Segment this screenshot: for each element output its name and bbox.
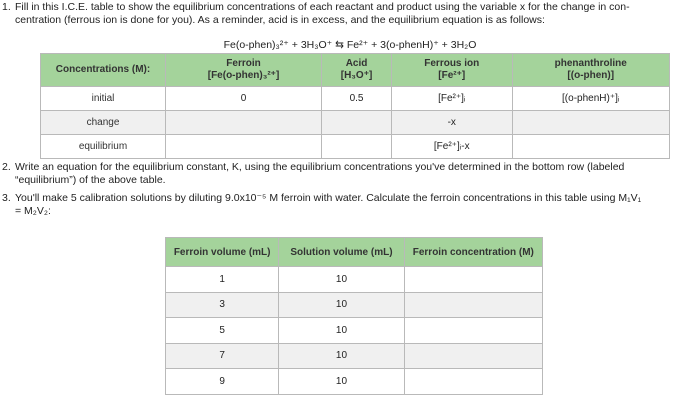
calibration-answer-cell[interactable] <box>404 343 542 369</box>
ice-cell[interactable]: -x <box>392 111 512 135</box>
calibration-header-ferroin-volume: Ferroin volume (mL) <box>166 238 279 267</box>
ice-row-change <box>41 111 670 135</box>
header-line: [(o-phen)] <box>567 70 615 81</box>
calibration-cell: 10 <box>279 369 404 395</box>
ice-cell[interactable] <box>512 111 670 135</box>
calibration-cell: 7 <box>166 343 279 369</box>
header-line: Acid <box>345 58 368 69</box>
ice-row-equilibrium <box>41 135 670 159</box>
question-3-number: 3. <box>2 192 11 204</box>
question-1-line-2: centration (ferrous ion is done for you). As a reminder, acid is in excess, and the equilibrium equation is as follows: <box>15 14 545 26</box>
ice-row-initial <box>41 87 670 111</box>
ice-cell[interactable] <box>166 111 322 135</box>
calibration-header-row <box>166 238 543 267</box>
ice-cell[interactable]: [(o-phenH)⁺]ᵢ <box>512 87 670 111</box>
calibration-row <box>166 369 543 395</box>
equilibrium-equation: Fe(o-phen)₃²⁺ + 3H₃O⁺ ⇆ Fe²⁺ + 3(o-phenH)⁺ + 3H₂O <box>223 39 477 51</box>
calibration-row <box>166 267 543 293</box>
ice-cell[interactable]: 0 <box>166 87 322 111</box>
question-1-number: 1. <box>2 1 11 13</box>
question-3 <box>2 192 696 218</box>
header-line: [Fe²⁺] <box>438 70 466 81</box>
ice-cell[interactable]: [Fe²⁺]ᵢ-x <box>392 135 512 159</box>
question-2-number: 2. <box>2 161 11 173</box>
header-line: Ferrous ion <box>424 58 480 69</box>
header-line: Ferroin <box>226 58 261 69</box>
calibration-answer-cell[interactable] <box>404 369 542 395</box>
header-line: [Fe(o-phen)₃²⁺] <box>207 70 280 81</box>
ice-cell[interactable] <box>322 135 392 159</box>
calibration-cell: 10 <box>279 343 404 369</box>
calibration-header-solution-volume: Solution volume (mL) <box>279 238 404 267</box>
calibration-cell: 5 <box>166 318 279 344</box>
calibration-answer-cell[interactable] <box>404 267 542 293</box>
ice-cell[interactable] <box>166 135 322 159</box>
ice-header-ferroin <box>166 54 322 87</box>
calibration-answer-cell[interactable] <box>404 292 542 318</box>
ice-row-label: equilibrium <box>41 135 166 159</box>
ice-header-row <box>41 54 670 87</box>
ice-header-acid <box>322 54 392 87</box>
calibration-cell: 3 <box>166 292 279 318</box>
ice-row-label: initial <box>41 87 166 111</box>
calibration-cell: 1 <box>166 267 279 293</box>
calibration-cell: 10 <box>279 267 404 293</box>
question-2-line-1: Write an equation for the equilibrium constant, K, using the equilibrium concentrations you've determined in the bottom row (labeled <box>15 161 625 173</box>
calibration-table <box>165 237 543 395</box>
calibration-cell: 9 <box>166 369 279 395</box>
calibration-row <box>166 292 543 318</box>
ice-table <box>40 53 670 159</box>
ice-header-ferrous-ion <box>392 54 512 87</box>
question-3-line-1: You'll make 5 calibration solutions by diluting 9.0x10⁻⁵ M ferroin with water. Calculate the ferroin concentrations in this table using M₁V₁ <box>15 192 642 204</box>
question-2 <box>2 161 696 187</box>
calibration-cell: 10 <box>279 318 404 344</box>
question-1-line-1: Fill in this I.C.E. table to show the equilibrium concentrations of each reactant and product using the variable x for the change in con- <box>15 1 630 13</box>
question-2-line-2: “equilibrium”) of the above table. <box>15 174 166 186</box>
ice-header-phenanthroline <box>512 54 670 87</box>
calibration-cell: 10 <box>279 292 404 318</box>
ice-row-label: change <box>41 111 166 135</box>
question-3-line-2: = M₂V₂: <box>15 205 51 217</box>
ice-corner-header: Concentrations (M): <box>41 54 166 87</box>
calibration-row <box>166 318 543 344</box>
ice-cell[interactable]: 0.5 <box>322 87 392 111</box>
header-line: phenanthroline <box>554 58 627 69</box>
ice-cell[interactable] <box>322 111 392 135</box>
ice-cell[interactable] <box>512 135 670 159</box>
calibration-answer-cell[interactable] <box>404 318 542 344</box>
header-line: [H₃O⁺] <box>340 70 373 81</box>
ice-cell[interactable]: [Fe²⁺]ᵢ <box>392 87 512 111</box>
calibration-row <box>166 343 543 369</box>
calibration-header-ferroin-concentration: Ferroin concentration (M) <box>404 238 542 267</box>
question-1 <box>2 1 696 27</box>
